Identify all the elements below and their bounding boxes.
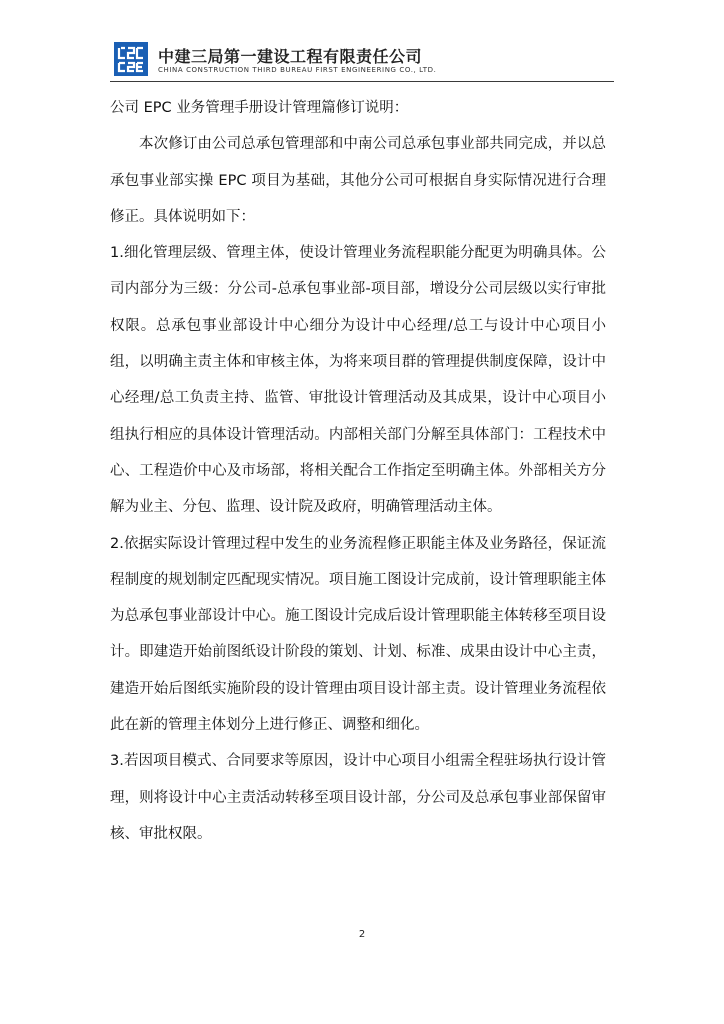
company-name-en: CHINA CONSTRUCTION THIRD BUREAU FIRST ENGINEERING CO., LTD. — [158, 66, 437, 74]
document-title: 公司 EPC 业务管理手册设计管理篇修订说明： — [110, 100, 409, 116]
company-name-cn: 中建三局第一建设工程有限责任公司 — [158, 47, 423, 66]
document-body — [110, 90, 606, 852]
item-paragraph-1: 1.细化管理层级、管理主体，使设计管理业务流程职能分配更为明确具体。公司内部分为三级：分公司-总承包事业部-项目部，增设分公司层级以实行审批权限。总承包事业部设计中心细分为设计中心经理/总工与设计中心项目小组，以明确主责主体和审核主体，为将来项目群的管理提供制度保障，设计中心经理/总工负责主持、监管、审批设计管理活动及其成果，设计中心项目小组执行相应的具体设计管理活动。内部相关部门分解至具体部门：工程技术中心、工程造价中心及市场部，将相关配合工作指定至明确主体。外部相关方分解为业主、分包、监理、设计院及政府，明确管理活动主体。 — [110, 245, 606, 516]
item-paragraph-3: 3.若因项目模式、合同要求等原因，设计中心项目小组需全程驻场执行设计管理，则将设计中心主责活动转移至项目设计部，分公司及总承包事业部保留审核、审批权限。 — [110, 753, 606, 842]
intro-paragraph: 本次修订由公司总承包管理部和中南公司总承包事业部共同完成，并以总承包事业部实操 EPC 项目为基础，其他分公司可根据自身实际情况进行合理修正。具体说明如下： — [110, 136, 606, 225]
item-paragraph-2: 2.依据实际设计管理过程中发生的业务流程修正职能主体及业务路径，保证流程制度的规划制定匹配现实情况。项目施工图设计完成前，设计管理职能主体为总承包事业部设计中心。施工图设计完成后设计管理职能主体转移至项目设计。即建造开始前图纸设计阶段的策划、计划、标准、成果由设计中心主责，建造开始后图纸实施阶段的设计管理由项目设计部主责。设计管理业务流程依此在新的管理主体划分上进行修正、调整和细化。 — [110, 535, 606, 734]
header-divider — [110, 81, 614, 82]
page-number: 2 — [358, 929, 366, 940]
cscec-logo-icon — [114, 42, 148, 76]
page-header — [110, 38, 614, 82]
